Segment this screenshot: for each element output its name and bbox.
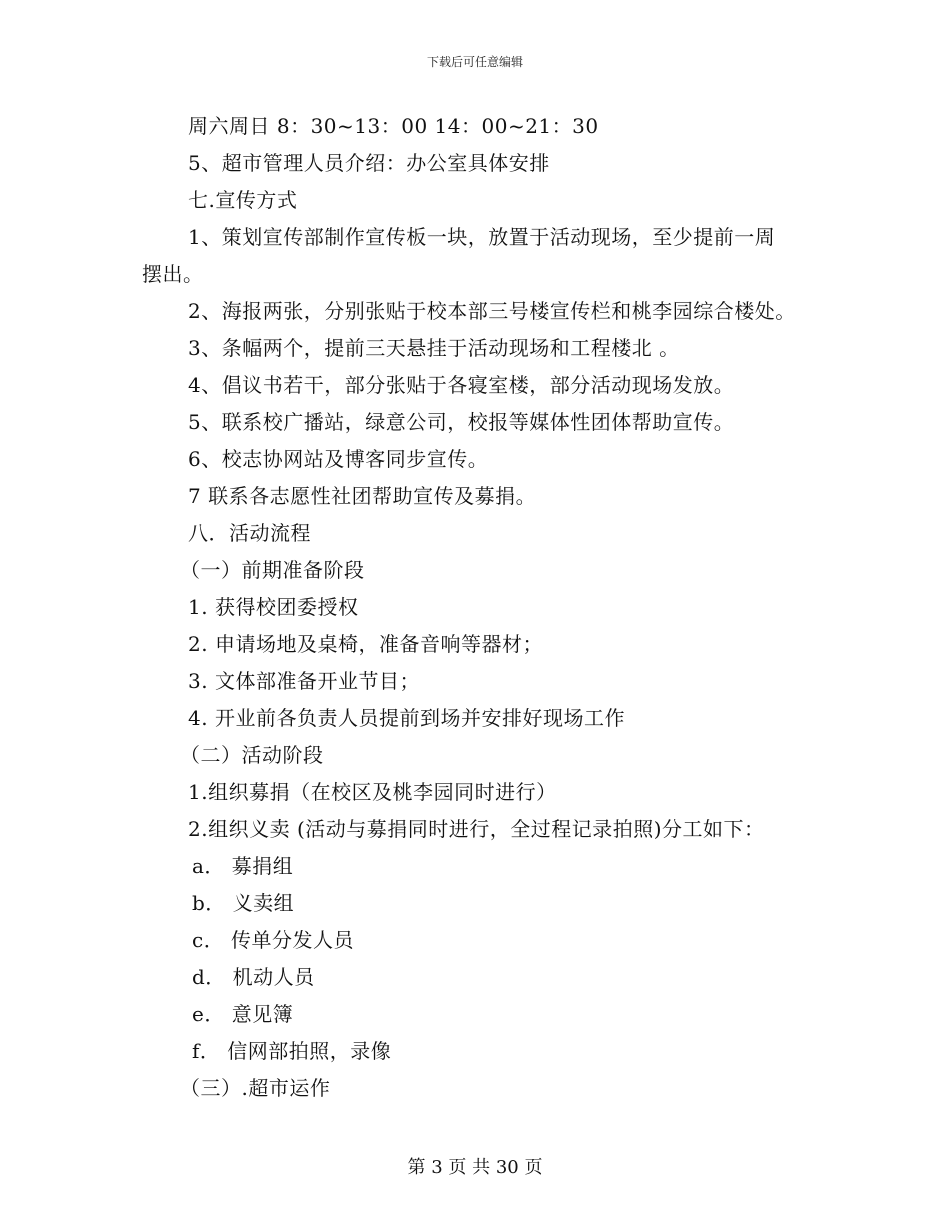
page-footer: 第 3 页 共 30 页: [407, 1157, 543, 1178]
text-line: 7 联系各志愿性社团帮助宣传及募捐。: [188, 484, 537, 508]
text-line: 1、策划宣传部制作宣传板一块，放置于活动现场，至少提前一周: [188, 225, 776, 249]
text-line: 5、超市管理人员介绍：办公室具体安排: [188, 151, 550, 175]
page-header: 下载后可任意编辑: [426, 55, 523, 69]
text-line: 4. 开业前各负责人员提前到场并安排好现场工作: [188, 706, 625, 730]
section-heading: 八．活动流程: [188, 521, 311, 545]
text-line: 2.组织义卖 (活动与募捐同时进行，全过程记录拍照)分工如下：: [188, 817, 765, 841]
subsection-heading: （二）活动阶段: [180, 743, 324, 767]
text-line: 4、倡议书若干，部分张贴于各寝室楼，部分活动现场发放。: [188, 373, 735, 397]
text-line: 摆出。: [142, 262, 204, 286]
text-line: 七.宣传方式: [188, 188, 298, 212]
list-item: a． 募捐组: [192, 854, 294, 878]
subsection-heading: （三）.超市运作: [180, 1076, 331, 1100]
text-line: 2、海报两张，分别张贴于校本部三号楼宣传栏和桃李园综合楼处。: [188, 299, 796, 323]
list-item: c． 传单分发人员: [192, 928, 355, 952]
text-line: 1.组织募捐（在校区及桃李园同时进行）: [188, 780, 557, 804]
subsection-heading: （一）前期准备阶段: [180, 558, 365, 582]
text-line: 6、校志协网站及博客同步宣传。: [188, 447, 489, 471]
text-line: 3、条幅两个，提前三天悬挂于活动现场和工程楼北 。: [188, 336, 680, 360]
text-line: 5、联系校广播站，绿意公司，校报等媒体性团体帮助宣传。: [188, 410, 735, 434]
list-item: e． 意见簿: [192, 1002, 294, 1026]
list-item: b． 义卖组: [192, 891, 295, 915]
text-line: 3. 文体部准备开业节目；: [188, 669, 420, 693]
text-line: 周六周日 8：30~13：00 14：00~21：30: [188, 114, 599, 138]
list-item: d． 机动人员: [192, 965, 315, 989]
text-line: 2. 申请场地及桌椅，准备音响等器材；: [188, 632, 543, 656]
text-line: 1. 获得校团委授权: [188, 595, 359, 619]
list-item: f． 信网部拍照，录像: [192, 1039, 392, 1063]
